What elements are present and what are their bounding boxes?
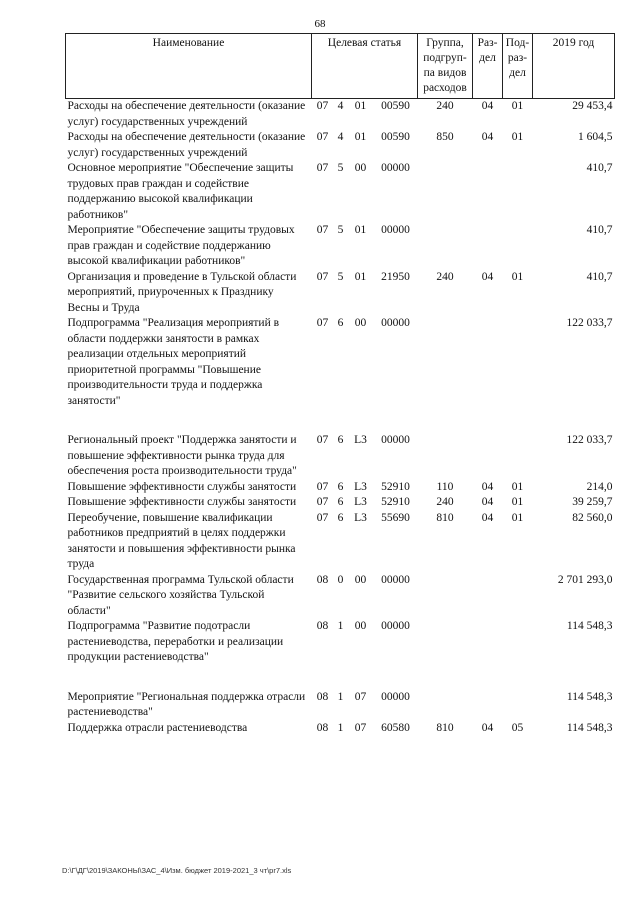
row-section: 04 bbox=[481, 496, 494, 508]
target-program: 08 bbox=[316, 721, 329, 734]
target-event: 07 bbox=[354, 721, 367, 734]
row-subsection bbox=[503, 161, 533, 223]
target-direction: 00000 bbox=[381, 573, 410, 586]
row-section: 04 bbox=[481, 511, 494, 524]
table-row bbox=[66, 270, 615, 317]
row-amount: 410,7 bbox=[586, 162, 613, 174]
table-row bbox=[66, 99, 615, 131]
row-section bbox=[473, 573, 503, 620]
row-name: Мероприятие "Региональная поддержка отрасли растениеводства" bbox=[67, 690, 306, 718]
target-subprogram: 0 bbox=[337, 573, 344, 586]
row-group bbox=[418, 433, 473, 480]
target-direction: 52910 bbox=[381, 496, 410, 508]
row-amount: 410,7 bbox=[586, 224, 613, 236]
target-event: 01 bbox=[354, 131, 367, 143]
row-amount: 1 604,5 bbox=[578, 131, 613, 143]
target-program: 07 bbox=[316, 100, 329, 112]
target-subprogram: 4 bbox=[337, 100, 344, 112]
row-subsection: 01 bbox=[511, 496, 524, 508]
row-name: Переобучение, повышение квалификации работников предприятий в целях поддержки занятости и повышения эффективности рынка труда bbox=[67, 511, 296, 570]
row-name: Повышение эффективности службы занятости bbox=[67, 480, 297, 493]
target-direction: 00000 bbox=[381, 317, 410, 329]
row-name: Расходы на обеспечение деятельности (оказание услуг) государственных учреждений bbox=[67, 131, 306, 159]
row-section bbox=[473, 223, 503, 270]
row-amount: 410,7 bbox=[586, 270, 613, 283]
target-direction: 52910 bbox=[381, 480, 410, 493]
target-subprogram: 6 bbox=[337, 317, 344, 329]
row-subsection bbox=[503, 690, 533, 721]
row-subsection bbox=[503, 316, 533, 409]
target-program: 08 bbox=[316, 620, 329, 632]
row-group: 850 bbox=[436, 131, 454, 143]
row-group: 110 bbox=[436, 480, 454, 493]
row-name: Организация и проведение в Тульской области мероприятий, приуроченных к Празднику Весны и Труда bbox=[67, 270, 297, 314]
target-subprogram: 5 bbox=[337, 270, 344, 283]
row-group bbox=[418, 223, 473, 270]
row-name: Подпрограмма "Развитие подотрасли растениеводства, переработки и реализации продукции растениеводства" bbox=[67, 620, 284, 663]
target-direction: 21950 bbox=[381, 270, 410, 283]
target-subprogram: 5 bbox=[337, 224, 344, 236]
row-amount: 122 033,7 bbox=[566, 317, 613, 329]
target-subprogram: 1 bbox=[337, 721, 344, 734]
target-program: 07 bbox=[316, 480, 329, 493]
row-subsection: 01 bbox=[511, 480, 524, 493]
target-subprogram: 5 bbox=[337, 162, 344, 174]
file-path-footer: D:\Г\ДГ\2019\ЗАКОНЫ\ЗАС_4\Изм. бюджет 2019-2021_3 чт\pr7.xls bbox=[62, 866, 292, 875]
target-direction: 00590 bbox=[381, 100, 410, 112]
row-amount: 39 259,7 bbox=[572, 496, 613, 508]
table-row bbox=[66, 161, 615, 223]
row-amount: 29 453,4 bbox=[572, 100, 613, 112]
row-name: Расходы на обеспечение деятельности (оказание услуг) государственных учреждений bbox=[67, 100, 306, 128]
row-name: Региональный проект "Поддержка занятости и повышение эффективности рынка труда для обеспечения роста производительности труда" bbox=[67, 434, 297, 477]
target-program: 07 bbox=[316, 434, 329, 446]
row-subsection bbox=[503, 573, 533, 620]
table-row bbox=[66, 495, 615, 511]
table-row bbox=[66, 130, 615, 161]
target-subprogram: 1 bbox=[337, 690, 344, 703]
row-amount: 82 560,0 bbox=[572, 511, 613, 524]
row-section: 04 bbox=[481, 721, 494, 734]
target-event: 01 bbox=[354, 224, 367, 236]
target-program: 07 bbox=[316, 270, 329, 283]
target-subprogram: 6 bbox=[337, 496, 344, 508]
target-event: L3 bbox=[354, 434, 367, 446]
spacer-cell bbox=[66, 666, 615, 690]
table-row bbox=[66, 433, 615, 480]
target-program: 07 bbox=[316, 162, 329, 174]
table-header-row bbox=[66, 34, 615, 99]
row-group: 240 bbox=[436, 496, 454, 508]
target-direction: 55690 bbox=[381, 511, 410, 524]
row-subsection: 05 bbox=[511, 721, 524, 734]
header-year: 2019 год bbox=[533, 34, 615, 99]
row-amount: 114 548,3 bbox=[566, 620, 613, 632]
target-program: 07 bbox=[316, 224, 329, 236]
target-subprogram: 4 bbox=[337, 131, 344, 143]
spacer-cell bbox=[66, 409, 615, 433]
target-event: 00 bbox=[354, 573, 367, 586]
target-direction: 00000 bbox=[381, 224, 410, 236]
header-subsection: Под-раз-дел bbox=[503, 34, 533, 99]
target-subprogram: 6 bbox=[337, 480, 344, 493]
target-program: 07 bbox=[316, 511, 329, 524]
target-direction: 00000 bbox=[381, 434, 410, 446]
row-group bbox=[418, 690, 473, 721]
table-row bbox=[66, 690, 615, 721]
row-name: Подпрограмма "Реализация мероприятий в области поддержки занятости в рамках реализации отдельных мероприятий приоритетной программы "Повышение производительности труда и поддержка занятости" bbox=[67, 317, 280, 407]
target-direction: 60580 bbox=[381, 721, 410, 734]
budget-table bbox=[65, 33, 614, 736]
row-amount: 114 548,3 bbox=[566, 690, 613, 703]
target-event: L3 bbox=[354, 496, 367, 508]
target-program: 08 bbox=[316, 573, 329, 586]
target-program: 07 bbox=[316, 496, 329, 508]
row-amount: 214,0 bbox=[586, 480, 613, 493]
row-subsection: 01 bbox=[511, 100, 524, 112]
header-name: Наименование bbox=[66, 34, 312, 99]
target-event: 00 bbox=[354, 620, 367, 632]
row-group: 810 bbox=[436, 511, 454, 524]
row-subsection: 01 bbox=[511, 270, 524, 283]
row-section bbox=[473, 690, 503, 721]
target-subprogram: 1 bbox=[337, 620, 344, 632]
table-row bbox=[66, 480, 615, 496]
row-section bbox=[473, 619, 503, 666]
target-direction: 00000 bbox=[381, 690, 410, 703]
target-subprogram: 6 bbox=[337, 434, 344, 446]
target-direction: 00590 bbox=[381, 131, 410, 143]
target-program: 07 bbox=[316, 131, 329, 143]
table-row bbox=[66, 619, 615, 666]
row-group: 240 bbox=[436, 270, 454, 283]
row-group: 810 bbox=[436, 721, 454, 734]
table-row bbox=[66, 511, 615, 573]
row-name: Повышение эффективности службы занятости bbox=[67, 496, 297, 508]
page-number: 68 bbox=[314, 18, 326, 30]
target-program: 07 bbox=[316, 317, 329, 329]
row-section bbox=[473, 316, 503, 409]
target-event: 07 bbox=[354, 690, 367, 703]
row-section bbox=[473, 433, 503, 480]
spacer-row bbox=[66, 666, 615, 690]
target-event: L3 bbox=[354, 511, 367, 524]
row-name: Основное мероприятие "Обеспечение защиты трудовых прав граждан и содействие поддержанию высокой квалификации работников" bbox=[67, 162, 294, 221]
spacer-row bbox=[66, 409, 615, 433]
target-event: L3 bbox=[354, 480, 367, 493]
row-section: 04 bbox=[481, 100, 494, 112]
row-subsection bbox=[503, 433, 533, 480]
row-group: 240 bbox=[436, 100, 454, 112]
header-section: Раз-дел bbox=[473, 34, 503, 99]
row-section bbox=[473, 161, 503, 223]
target-direction: 00000 bbox=[381, 162, 410, 174]
row-subsection bbox=[503, 619, 533, 666]
target-direction: 00000 bbox=[381, 620, 410, 632]
row-subsection: 01 bbox=[511, 131, 524, 143]
row-amount: 2 701 293,0 bbox=[557, 573, 613, 586]
row-name: Государственная программа Тульской области "Развитие сельского хозяйства Тульской области" bbox=[67, 573, 294, 617]
table-row bbox=[66, 721, 615, 737]
row-subsection bbox=[503, 223, 533, 270]
header-target: Целевая статья bbox=[312, 34, 418, 99]
target-event: 01 bbox=[354, 270, 367, 283]
row-group bbox=[418, 161, 473, 223]
row-amount: 122 033,7 bbox=[566, 434, 613, 446]
row-name: Поддержка отрасли растениеводства bbox=[67, 721, 248, 734]
row-group bbox=[418, 316, 473, 409]
row-section: 04 bbox=[481, 270, 494, 283]
row-amount: 114 548,3 bbox=[566, 721, 613, 734]
target-subprogram: 6 bbox=[337, 511, 344, 524]
row-group bbox=[418, 619, 473, 666]
target-event: 01 bbox=[354, 100, 367, 112]
row-subsection: 01 bbox=[511, 511, 524, 524]
target-event: 00 bbox=[354, 317, 367, 329]
table-row bbox=[66, 223, 615, 270]
header-group: Группа, подгруп-па видов расходов bbox=[418, 34, 473, 99]
table-row bbox=[66, 573, 615, 620]
row-group bbox=[418, 573, 473, 620]
table-row bbox=[66, 316, 615, 409]
target-event: 00 bbox=[354, 162, 367, 174]
row-section: 04 bbox=[481, 480, 494, 493]
row-name: Мероприятие "Обеспечение защиты трудовых прав граждан и содействие поддержанию высокой квалификации работников" bbox=[67, 224, 295, 267]
row-section: 04 bbox=[481, 131, 494, 143]
target-program: 08 bbox=[316, 690, 329, 703]
